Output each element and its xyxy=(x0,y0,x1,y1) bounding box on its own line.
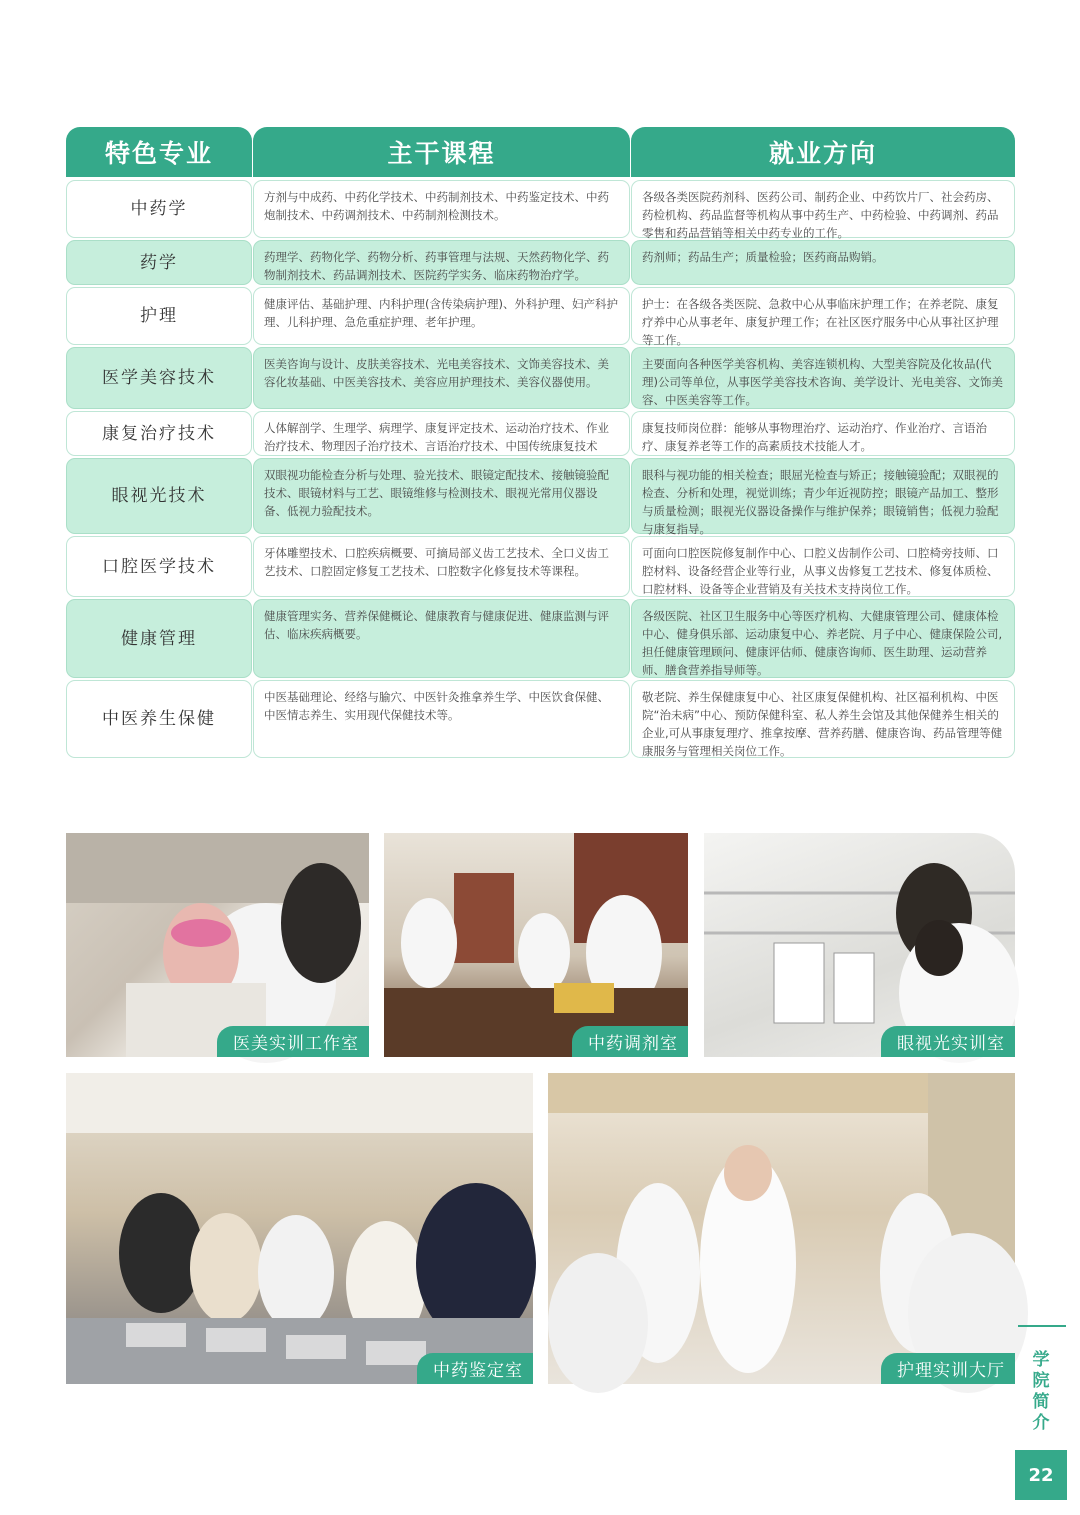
major-cell: 眼视光技术 xyxy=(66,458,252,534)
section-title: 学院简介 xyxy=(1032,1350,1050,1433)
courses-cell: 医美咨询与设计、皮肤美容技术、光电美容技术、文饰美容技术、美容化妆基础、中医美容技术、美容应用护理技术、美容仪器使用。 xyxy=(253,347,630,409)
major-cell: 护理 xyxy=(66,287,252,345)
courses-cell: 牙体雕塑技术、口腔疾病概要、可摘局部义齿工艺技术、全口义齿工艺技术、口腔固定修复工艺技术、口腔数字化修复技术等课程。 xyxy=(253,536,630,597)
major-cell: 药学 xyxy=(66,240,252,285)
careers-cell: 药剂师；药品生产；质量检验；医药商品购销。 xyxy=(631,240,1015,285)
courses-cell: 人体解剖学、生理学、病理学、康复评定技术、运动治疗技术、作业治疗技术、物理因子治疗技术、言语治疗技术、中国传统康复技术 xyxy=(253,411,630,456)
tcm-identification-photo xyxy=(66,1073,533,1384)
cosmetology-training-photo xyxy=(66,833,369,1057)
careers-cell: 可面向口腔医院修复制作中心、口腔义齿制作公司、口腔椅旁技师、口腔材料、设备经营企业等行业，从事义齿修复工艺技术、修复体质检、口腔材料、设备等企业营销及有关技术支持岗位工作。 xyxy=(631,536,1015,597)
careers-cell: 护士：在各级各类医院、急救中心从事临床护理工作；在养老院、康复疗养中心从事老年、康复护理工作；在社区医疗服务中心从事社区护理等工作。 xyxy=(631,287,1015,345)
courses-cell: 健康评估、基础护理、内科护理(含传染病护理)、外科护理、妇产科护理、儿科护理、急危重症护理、老年护理。 xyxy=(253,287,630,345)
sidebar-divider xyxy=(1018,1325,1066,1327)
photo-caption: 眼视光实训室 xyxy=(881,1026,1015,1057)
page-number: 22 xyxy=(1015,1450,1067,1500)
optometry-lab-photo xyxy=(704,833,1015,1057)
careers-cell: 各级医院、社区卫生服务中心等医疗机构、大健康管理公司、健康体检中心、健身俱乐部、运动康复中心、养老院、月子中心、健康保险公司,担任健康管理顾问、健康评估师、健康咨询师、医生助理、运动营养师、膳食营养指导师等。 xyxy=(631,599,1015,678)
careers-cell: 各级各类医院药剂科、医药公司、制药企业、中药饮片厂、社会药房、药检机构、药品监督等机构从事中药生产、中药检验、中药调剂、药品零售和药品营销等相关中药专业的工作。 xyxy=(631,180,1015,238)
courses-cell: 健康管理实务、营养保健概论、健康教育与健康促进、健康监测与评估、临床疾病概要。 xyxy=(253,599,630,678)
header-careers: 就业方向 xyxy=(631,127,1015,177)
courses-cell: 双眼视功能检查分析与处理、验光技术、眼镜定配技术、接触镜验配技术、眼镜材料与工艺、眼镜维修与检测技术、眼视光常用仪器设备、低视力验配技术。 xyxy=(253,458,630,534)
courses-cell: 中医基础理论、经络与腧穴、中医针灸推拿养生学、中医饮食保健、中医情志养生、实用现代保健技术等。 xyxy=(253,680,630,758)
tcm-dispensary-photo xyxy=(384,833,688,1057)
photo-caption: 护理实训大厅 xyxy=(881,1353,1015,1384)
nursing-hall-photo xyxy=(548,1073,1015,1384)
major-cell: 中医养生保健 xyxy=(66,680,252,758)
photo-caption: 中药鉴定室 xyxy=(417,1353,533,1384)
major-cell: 健康管理 xyxy=(66,599,252,678)
major-cell: 康复治疗技术 xyxy=(66,411,252,456)
header-major: 特色专业 xyxy=(66,127,252,177)
photo-caption: 中药调剂室 xyxy=(572,1026,688,1057)
major-cell: 中药学 xyxy=(66,180,252,238)
header-courses: 主干课程 xyxy=(253,127,630,177)
photo-caption: 医美实训工作室 xyxy=(217,1026,369,1057)
careers-cell: 敬老院、养生保健康复中心、社区康复保健机构、社区福利机构、中医院“治未病”中心、预防保健科室、私人养生会馆及其他保健养生相关的企业,可从事康复理疗、推拿按摩、营养药膳、健康咨询、药品管理等健康服务与管理相关岗位工作。 xyxy=(631,680,1015,758)
courses-cell: 方剂与中成药、中药化学技术、中药制剂技术、中药鉴定技术、中药炮制技术、中药调剂技术、中药制剂检测技术。 xyxy=(253,180,630,238)
careers-cell: 主要面向各种医学美容机构、美容连锁机构、大型美容院及化妆品(代理)公司等单位，从事医学美容技术咨询、美学设计、光电美容、文饰美容、中医美容等工作。 xyxy=(631,347,1015,409)
major-cell: 口腔医学技术 xyxy=(66,536,252,597)
careers-cell: 眼科与视功能的相关检查；眼屈光检查与矫正；接触镜验配；双眼视的检查、分析和处理，视觉训练；青少年近视防控；眼镜产品加工、整形与质量检测；眼视光仪器设备操作与维护保养；眼镜销售；低视力验配与康复指导。 xyxy=(631,458,1015,534)
careers-cell: 康复技师岗位群：能够从事物理治疗、运动治疗、作业治疗、言语治疗、康复养老等工作的高素质技术技能人才。 xyxy=(631,411,1015,456)
major-cell: 医学美容技术 xyxy=(66,347,252,409)
courses-cell: 药理学、药物化学、药物分析、药事管理与法规、天然药物化学、药物制剂技术、药品调剂技术、医院药学实务、临床药物治疗学。 xyxy=(253,240,630,285)
